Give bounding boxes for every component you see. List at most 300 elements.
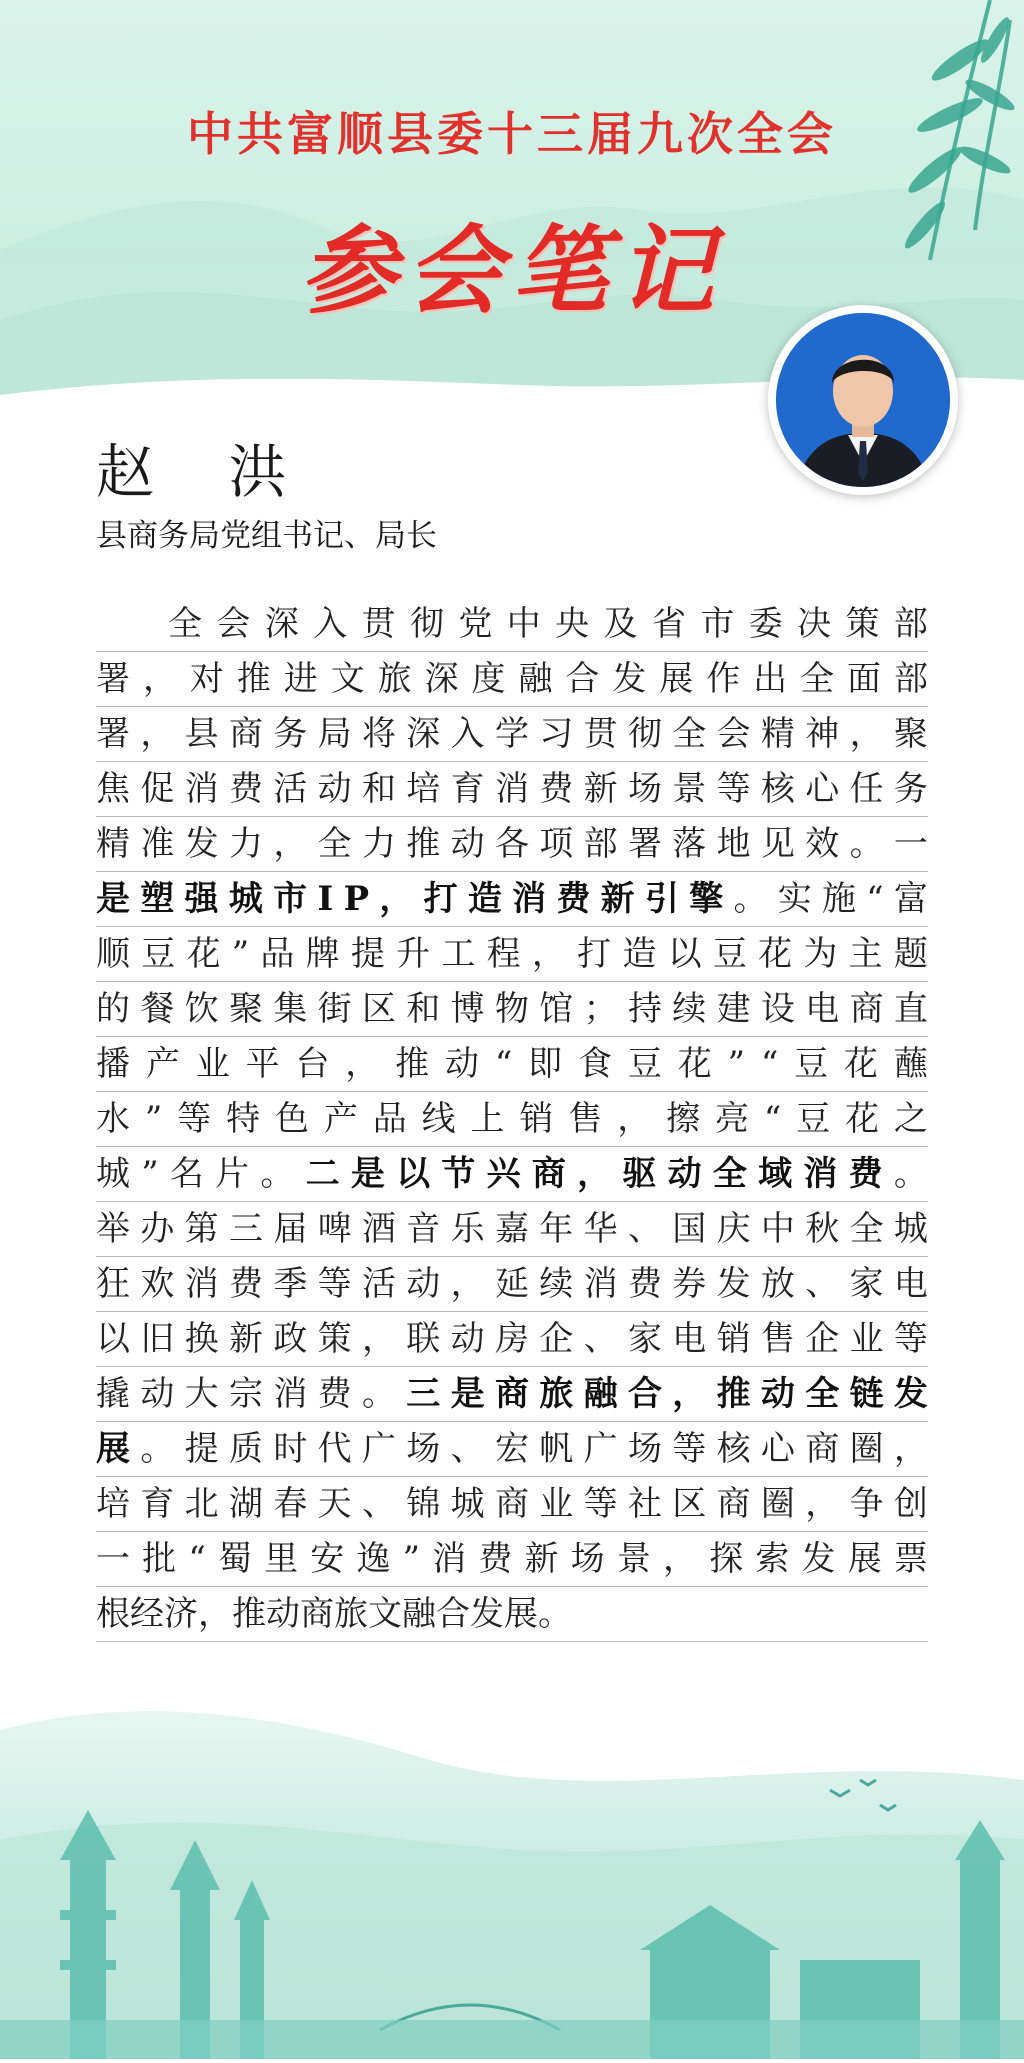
article-emphasis-char: 消 bbox=[512, 879, 547, 919]
article-emphasis-char: 融 bbox=[583, 1374, 618, 1414]
article-char: 。 bbox=[893, 1154, 928, 1194]
article-char: 帆 bbox=[539, 1429, 574, 1469]
article-char: 以 bbox=[667, 934, 702, 974]
article-emphasis-char: 强 bbox=[184, 879, 219, 919]
article-char: 学 bbox=[494, 714, 529, 754]
article-char bbox=[96, 597, 118, 651]
header-subtitle: 参会笔记 bbox=[300, 214, 724, 327]
article-char: 彻 bbox=[409, 604, 444, 644]
article-char: 狂 bbox=[96, 1264, 130, 1304]
article-char: 局 bbox=[317, 714, 352, 754]
article-char: ， bbox=[345, 1044, 380, 1084]
article-char: 举 bbox=[96, 1209, 130, 1249]
article-emphasis-char: 域 bbox=[758, 1154, 793, 1194]
article-emphasis-char: 驱 bbox=[622, 1154, 657, 1194]
avatar bbox=[768, 305, 958, 495]
article-char: 花 bbox=[845, 1099, 880, 1139]
article-char: 入 bbox=[313, 604, 348, 644]
article-char: 全 bbox=[168, 604, 203, 644]
article-emphasis-char: 全 bbox=[805, 1374, 840, 1414]
article-char: 决 bbox=[797, 604, 832, 644]
article-char: 和 bbox=[361, 769, 396, 809]
article-char: 平 bbox=[245, 1044, 280, 1084]
article-char: 育 bbox=[140, 1484, 175, 1524]
article-char: 费 bbox=[539, 769, 574, 809]
article-char: 精 bbox=[760, 714, 795, 754]
article-char: 、 bbox=[627, 1209, 662, 1249]
article-char: 核 bbox=[716, 1429, 751, 1469]
article-char: 动 bbox=[450, 1319, 485, 1359]
article-char: 富 bbox=[893, 879, 928, 919]
article-char: 提 bbox=[350, 934, 385, 974]
article-char: 及 bbox=[603, 604, 638, 644]
article-line bbox=[96, 707, 928, 762]
article-char: 题 bbox=[893, 934, 928, 974]
person-portrait-icon bbox=[776, 313, 950, 487]
article-emphasis-char: 动 bbox=[667, 1154, 702, 1194]
article-char: 地 bbox=[716, 824, 751, 864]
article-char: 续 bbox=[672, 989, 707, 1029]
article-emphasis-char: 全 bbox=[712, 1154, 747, 1194]
article-char: 对 bbox=[189, 659, 224, 699]
article-char: 出 bbox=[753, 659, 788, 699]
article-char: 署 bbox=[96, 659, 130, 699]
article-char: 商 bbox=[228, 714, 263, 754]
article-char: 景 bbox=[672, 769, 707, 809]
article-char: 销 bbox=[716, 1319, 751, 1359]
article-line bbox=[96, 1037, 928, 1092]
article-char: 年 bbox=[539, 1209, 574, 1249]
article-char: 博 bbox=[450, 989, 485, 1029]
article-char: “ bbox=[760, 1044, 779, 1084]
article-char: 精 bbox=[96, 824, 130, 864]
article-emphasis-char: 是 bbox=[450, 1374, 485, 1414]
article-char: ， bbox=[450, 1264, 485, 1304]
article-emphasis-char: 动 bbox=[760, 1374, 795, 1414]
article-char: 擦 bbox=[666, 1099, 701, 1139]
article-char: 大 bbox=[184, 1374, 219, 1414]
article-char: 的 bbox=[96, 989, 130, 1029]
article-char: 省 bbox=[651, 604, 686, 644]
article-char: 消 bbox=[494, 769, 529, 809]
article-char: 动 bbox=[317, 769, 352, 809]
article-char: 宏 bbox=[494, 1429, 529, 1469]
article-char: 电 bbox=[893, 1264, 928, 1304]
article-char: 。 bbox=[733, 879, 768, 919]
article-char: “ bbox=[866, 879, 884, 919]
article-char: 花 bbox=[677, 1044, 712, 1084]
article-emphasis-char: 商 bbox=[494, 1374, 529, 1414]
article-char: ， bbox=[617, 1099, 652, 1139]
article-line bbox=[96, 1587, 928, 1642]
article-char: “ bbox=[763, 1099, 782, 1139]
article-char: 企 bbox=[805, 1319, 840, 1359]
article-char: 部 bbox=[583, 824, 618, 864]
article-char: 作 bbox=[706, 659, 741, 699]
article-char: 、 bbox=[361, 1484, 396, 1524]
article-char bbox=[132, 597, 154, 651]
article-char: 政 bbox=[273, 1319, 308, 1359]
article-char: 消 bbox=[184, 1264, 219, 1304]
article-line bbox=[96, 1257, 928, 1312]
person-name: 赵 洪 bbox=[96, 438, 315, 506]
city-skyline-icon bbox=[0, 1690, 1024, 2059]
article-char: 等 bbox=[672, 1429, 707, 1469]
article-char: 等 bbox=[317, 1264, 352, 1304]
article-char: 旅 bbox=[377, 659, 412, 699]
article-char: 商 bbox=[849, 989, 884, 1029]
article-body bbox=[96, 597, 928, 1642]
article-char: 旧 bbox=[140, 1319, 175, 1359]
article-char: 聚 bbox=[893, 714, 928, 754]
article-char: 署 bbox=[627, 824, 662, 864]
article-char: 电 bbox=[805, 989, 840, 1029]
article-char: 发 bbox=[470, 1594, 504, 1634]
article-char: 豆 bbox=[712, 934, 747, 974]
article-char: 务 bbox=[273, 714, 308, 754]
article-char: 区 bbox=[672, 1484, 707, 1524]
article-char: 深 bbox=[264, 604, 299, 644]
article-emphasis-char: 展 bbox=[96, 1429, 130, 1469]
article-char: 换 bbox=[184, 1319, 219, 1359]
article-char: 消 bbox=[184, 769, 219, 809]
article-char: 推 bbox=[236, 659, 271, 699]
article-char: 等 bbox=[583, 1484, 618, 1524]
article-char: 销 bbox=[519, 1099, 554, 1139]
article-emphasis-char: 兴 bbox=[486, 1154, 521, 1194]
article-char: 商 bbox=[494, 1484, 529, 1524]
article-emphasis-char: 合 bbox=[627, 1374, 662, 1414]
article-emphasis-char: 城 bbox=[228, 879, 263, 919]
article-char: 花 bbox=[758, 934, 793, 974]
article-char: 推 bbox=[232, 1594, 266, 1634]
article-char: 升 bbox=[396, 934, 431, 974]
article-char: 造 bbox=[622, 934, 657, 974]
article-char: 消 bbox=[273, 1374, 308, 1414]
article-char: 圈 bbox=[849, 1429, 884, 1469]
article-char: 消 bbox=[583, 1264, 618, 1304]
article-char: ， bbox=[140, 714, 175, 754]
article-char: 持 bbox=[627, 989, 662, 1029]
article-char: 饮 bbox=[184, 989, 219, 1029]
article-char: 豆 bbox=[627, 1044, 662, 1084]
article-char: 券 bbox=[672, 1264, 707, 1304]
article-char: 费 bbox=[228, 769, 263, 809]
article-char: 深 bbox=[424, 659, 459, 699]
article-char: 争 bbox=[849, 1484, 884, 1524]
article-char: 、 bbox=[805, 1264, 840, 1304]
article-char: 北 bbox=[184, 1484, 219, 1524]
article-line bbox=[96, 1422, 928, 1477]
article-char: 聚 bbox=[228, 989, 263, 1029]
article-char: 展 bbox=[504, 1594, 538, 1634]
article-emphasis-char: 费 bbox=[556, 879, 591, 919]
article-char: 将 bbox=[361, 714, 396, 754]
article-char: 贯 bbox=[583, 714, 618, 754]
article-emphasis-char: 商 bbox=[531, 1154, 566, 1194]
article-char: 工 bbox=[441, 934, 476, 974]
article-char: 力 bbox=[361, 824, 396, 864]
article-char: 商 bbox=[716, 1484, 751, 1524]
article-char: 品 bbox=[260, 934, 295, 974]
article-char: 全 bbox=[849, 1209, 884, 1249]
article-emphasis-char: 是 bbox=[350, 1154, 385, 1194]
article-char: 业 bbox=[195, 1044, 230, 1084]
article-char: 宗 bbox=[228, 1374, 263, 1414]
article-char: 神 bbox=[805, 714, 840, 754]
article-char: 发 bbox=[716, 1264, 751, 1304]
article-char: 展 bbox=[847, 1539, 882, 1579]
article-char: 春 bbox=[273, 1484, 308, 1524]
article-char: 场 bbox=[570, 1539, 605, 1579]
article-char: 委 bbox=[748, 604, 783, 644]
article-char: 批 bbox=[142, 1539, 177, 1579]
article-line bbox=[96, 762, 928, 817]
article-char: 广 bbox=[583, 1429, 618, 1469]
article-char: 焦 bbox=[96, 769, 130, 809]
article-char: 培 bbox=[96, 1484, 130, 1524]
article-char: 之 bbox=[893, 1099, 928, 1139]
article-char: 。 bbox=[260, 1154, 295, 1194]
article-char: ” bbox=[402, 1539, 420, 1579]
article-char: 代 bbox=[317, 1429, 352, 1469]
article-emphasis-char: 市 bbox=[273, 879, 308, 919]
article-char: 各 bbox=[494, 824, 529, 864]
article-char: 育 bbox=[450, 769, 485, 809]
header-title: 中共富顺县委十三届九次全会 bbox=[187, 107, 837, 161]
article-char: 动 bbox=[266, 1594, 300, 1634]
article-char: 融 bbox=[402, 1594, 436, 1634]
article-line bbox=[96, 817, 928, 872]
article-char: 场 bbox=[406, 1429, 441, 1469]
article-emphasis-char: ， bbox=[577, 1154, 612, 1194]
article-char: 湖 bbox=[228, 1484, 263, 1524]
article-char: 习 bbox=[539, 714, 574, 754]
article-emphasis-char: 以 bbox=[396, 1154, 431, 1194]
article-char: 质 bbox=[228, 1429, 263, 1469]
article-char: 逸 bbox=[356, 1539, 391, 1579]
article-char: 水 bbox=[96, 1099, 130, 1139]
article-char: 落 bbox=[672, 824, 707, 864]
article-char: 新 bbox=[583, 769, 618, 809]
article-char: 等 bbox=[893, 1319, 928, 1359]
article-emphasis-char: 发 bbox=[893, 1374, 928, 1414]
article-char: 见 bbox=[760, 824, 795, 864]
article-char: 色 bbox=[274, 1099, 309, 1139]
article-char: 全 bbox=[317, 824, 352, 864]
article-emphasis-char: 节 bbox=[441, 1154, 476, 1194]
person-role: 县商务局党组书记、局长 bbox=[96, 518, 437, 554]
article-char: 名 bbox=[169, 1154, 204, 1194]
article-char: 售 bbox=[760, 1319, 795, 1359]
article-char: 广 bbox=[361, 1429, 396, 1469]
article-line bbox=[96, 1147, 928, 1202]
article-line bbox=[96, 1532, 928, 1587]
article-char: 品 bbox=[372, 1099, 407, 1139]
article-char: 务 bbox=[893, 769, 928, 809]
article-char: 企 bbox=[539, 1319, 574, 1359]
article-char: 天 bbox=[317, 1484, 352, 1524]
article-char: 场 bbox=[627, 1429, 662, 1469]
article-char: 策 bbox=[317, 1319, 352, 1359]
article-char: 片 bbox=[215, 1154, 250, 1194]
article-char: “ bbox=[494, 1044, 513, 1084]
article-char: 秋 bbox=[805, 1209, 840, 1249]
article-char: 、 bbox=[450, 1429, 485, 1469]
article-char: 等 bbox=[177, 1099, 212, 1139]
article-char: ” bbox=[727, 1044, 745, 1084]
article-char: 费 bbox=[228, 1264, 263, 1304]
article-char: 探 bbox=[709, 1539, 744, 1579]
article-char: 食 bbox=[577, 1044, 612, 1084]
article-char: 合 bbox=[436, 1594, 470, 1634]
article-char: 花 bbox=[843, 1044, 878, 1084]
article-emphasis-char: 链 bbox=[849, 1374, 884, 1414]
article-emphasis-char: 是 bbox=[96, 879, 130, 919]
article-char: 央 bbox=[555, 604, 590, 644]
article-char: 线 bbox=[421, 1099, 456, 1139]
article-char: 音 bbox=[406, 1209, 441, 1249]
article-emphasis-char: P bbox=[343, 879, 370, 919]
article-emphasis-char: 消 bbox=[803, 1154, 838, 1194]
article-char: 城 bbox=[893, 1209, 928, 1249]
article-char: 消 bbox=[432, 1539, 467, 1579]
article-char: 等 bbox=[716, 769, 751, 809]
article-emphasis-char: 三 bbox=[406, 1374, 441, 1414]
article-char: 延 bbox=[494, 1264, 529, 1304]
article-char: 联 bbox=[406, 1319, 441, 1359]
article-char: 直 bbox=[893, 989, 928, 1029]
article-char: 心 bbox=[805, 769, 840, 809]
article-char: 社 bbox=[627, 1484, 662, 1524]
article-char: 华 bbox=[583, 1209, 618, 1249]
article-char: 发 bbox=[801, 1539, 836, 1579]
article-char: 根 bbox=[96, 1594, 130, 1634]
article-char: ， bbox=[849, 714, 884, 754]
article-char: 三 bbox=[228, 1209, 263, 1249]
article-char: 展 bbox=[659, 659, 694, 699]
article-char: 乐 bbox=[450, 1209, 485, 1249]
article-char: 核 bbox=[760, 769, 795, 809]
article-emphasis-char: 二 bbox=[305, 1154, 340, 1194]
article-char: 锦 bbox=[406, 1484, 441, 1524]
article-char: 时 bbox=[273, 1429, 308, 1469]
article-char: 续 bbox=[539, 1264, 574, 1304]
article-char: 城 bbox=[450, 1484, 485, 1524]
article-char: 提 bbox=[184, 1429, 219, 1469]
article-char: ， bbox=[361, 1319, 396, 1359]
article-char: 街 bbox=[317, 989, 352, 1029]
article-char: “ bbox=[188, 1539, 206, 1579]
article-char: 。 bbox=[538, 1594, 572, 1634]
article-char: 第 bbox=[184, 1209, 219, 1249]
article-char: 策 bbox=[845, 604, 880, 644]
article-char: 准 bbox=[140, 824, 175, 864]
article-char: 动 bbox=[140, 1374, 175, 1414]
article-char: 牌 bbox=[305, 934, 340, 974]
article-char: 庆 bbox=[716, 1209, 751, 1249]
article-char: 物 bbox=[494, 989, 529, 1029]
article-char: 城 bbox=[96, 1154, 130, 1194]
article-char: 中 bbox=[506, 604, 541, 644]
article-char: 实 bbox=[777, 879, 812, 919]
article-char: 上 bbox=[470, 1099, 505, 1139]
article-char: 欢 bbox=[140, 1264, 175, 1304]
article-char: 豆 bbox=[794, 1044, 829, 1084]
article-char: 发 bbox=[184, 824, 219, 864]
article-char: 蜀 bbox=[217, 1539, 252, 1579]
article-char: 区 bbox=[361, 989, 396, 1029]
article-char: 动 bbox=[450, 824, 485, 864]
article-line bbox=[96, 1477, 928, 1532]
article-char: 餐 bbox=[140, 989, 175, 1029]
article-char: ” bbox=[144, 1099, 163, 1139]
article-char: ， bbox=[893, 1429, 928, 1469]
article-char: 。 bbox=[361, 1374, 396, 1414]
article-char: 放 bbox=[760, 1264, 795, 1304]
article-char: 以 bbox=[96, 1319, 130, 1359]
article-char: 一 bbox=[96, 1539, 130, 1579]
article-char: 房 bbox=[494, 1319, 529, 1359]
article-line bbox=[96, 982, 928, 1037]
article-char: 酒 bbox=[361, 1209, 396, 1249]
article-char: 嘉 bbox=[494, 1209, 529, 1249]
article-char: 设 bbox=[760, 989, 795, 1029]
article-char: 亮 bbox=[714, 1099, 749, 1139]
article-char: ； bbox=[583, 989, 618, 1029]
article-char: 发 bbox=[612, 659, 647, 699]
article-char: 力 bbox=[228, 824, 263, 864]
article-char: 推 bbox=[406, 824, 441, 864]
article-char: 电 bbox=[672, 1319, 707, 1359]
article-char: 党 bbox=[458, 604, 493, 644]
article-emphasis-char: 推 bbox=[716, 1374, 751, 1414]
article-char: 商 bbox=[805, 1429, 840, 1469]
article-line bbox=[96, 652, 928, 707]
article-char: 合 bbox=[565, 659, 600, 699]
article-char: 撬 bbox=[96, 1374, 130, 1414]
article-char: 届 bbox=[273, 1209, 308, 1249]
article-char: 票 bbox=[893, 1539, 928, 1579]
article-char: 索 bbox=[755, 1539, 790, 1579]
article-char: 全 bbox=[800, 659, 835, 699]
article-char: 济 bbox=[164, 1594, 198, 1634]
article-char: 一 bbox=[893, 824, 928, 864]
article-emphasis-char: 塑 bbox=[140, 879, 175, 919]
article-char: ， bbox=[273, 824, 308, 864]
article-char: ” bbox=[231, 934, 250, 974]
article-char: 县 bbox=[184, 714, 219, 754]
article-emphasis-char: 引 bbox=[644, 879, 679, 919]
article-char: 创 bbox=[893, 1484, 928, 1524]
article-char: 。 bbox=[849, 824, 884, 864]
article-char: 费 bbox=[478, 1539, 513, 1579]
article-emphasis-char: 造 bbox=[467, 879, 502, 919]
article-char: 动 bbox=[406, 1264, 441, 1304]
article-char: ， bbox=[531, 934, 566, 974]
article-char: 署 bbox=[96, 714, 130, 754]
article-char: 任 bbox=[849, 769, 884, 809]
article-char: 中 bbox=[760, 1209, 795, 1249]
footer-landscape bbox=[0, 1690, 1024, 2059]
article-char: 馆 bbox=[539, 989, 574, 1029]
article-char: 打 bbox=[577, 934, 612, 974]
article-char: 花 bbox=[186, 934, 221, 974]
article-char: ， bbox=[198, 1594, 232, 1634]
article-char: 会 bbox=[716, 714, 751, 754]
article-char: 心 bbox=[760, 1429, 795, 1469]
article-char: 新 bbox=[524, 1539, 559, 1579]
